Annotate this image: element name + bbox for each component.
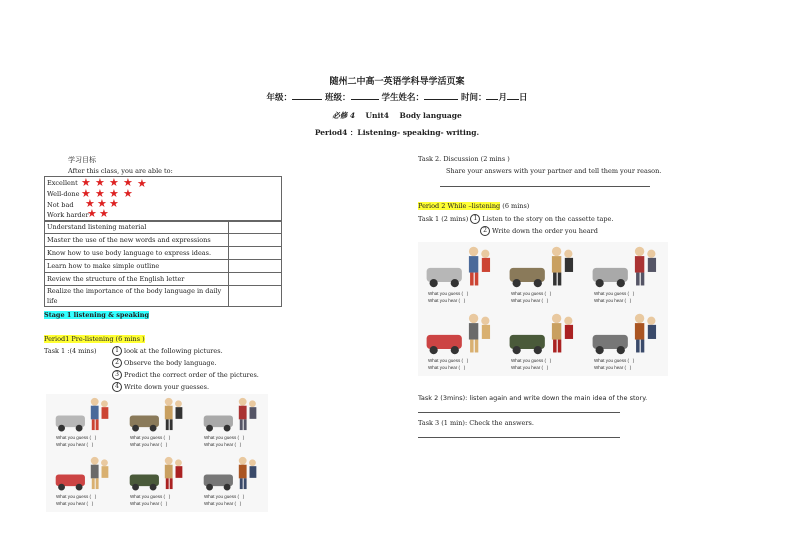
- time-label: 时间：: [460, 93, 487, 103]
- hear-caption: [56, 442, 93, 447]
- class-blank[interactable]: [351, 91, 379, 100]
- day-label: 日: [518, 93, 528, 103]
- task-1-right-label: [418, 214, 613, 224]
- objective-item: Realize the importance of the body language in daily life: [45, 286, 229, 307]
- month-blank[interactable]: [486, 91, 498, 100]
- guess-caption: [511, 358, 551, 363]
- step-text: Predict the correct order of the pictures.: [124, 371, 259, 379]
- course-label: 必修 4: [332, 111, 356, 120]
- story-picture: [584, 242, 667, 309]
- rating-box: [44, 176, 282, 222]
- story-picture: [46, 394, 120, 453]
- step-text: Write down the order you heard: [492, 227, 598, 235]
- rating-cell[interactable]: [229, 286, 282, 307]
- hear-caption: [511, 298, 548, 303]
- name-label: 学生姓名：: [381, 93, 424, 103]
- table-row: [45, 286, 282, 307]
- stage-1-heading: [44, 311, 149, 319]
- illustration-icon: [50, 453, 116, 492]
- step-number: 1: [470, 214, 480, 224]
- star-icon: ★: [81, 176, 91, 189]
- task-1-step: [112, 346, 223, 356]
- task-2-discussion-text: Share your answers with your partner and tell them your reason.: [446, 167, 662, 175]
- info-line: [0, 91, 794, 103]
- caption-close: ): [546, 365, 549, 370]
- period-2-time: (6 mins): [502, 202, 530, 210]
- star-icon: ★: [109, 187, 119, 200]
- caption-close: ): [466, 358, 469, 363]
- star-icon: ★: [81, 187, 91, 200]
- month-label: 月: [498, 93, 507, 103]
- objective-item: Master the use of the new words and expressions: [45, 234, 229, 247]
- step-number: 1: [112, 346, 122, 356]
- caption-close: ): [629, 365, 632, 370]
- rating-cell[interactable]: [229, 273, 282, 286]
- caption-guess: What you guess (: [130, 435, 166, 440]
- answer-line[interactable]: [418, 412, 620, 413]
- objective-item: Review the structure of the English letter: [45, 273, 229, 286]
- caption-close: ): [168, 494, 171, 499]
- illustration-icon: [50, 394, 116, 433]
- task-1-step: [112, 370, 259, 380]
- unit-label: Unit4: [365, 111, 390, 120]
- caption-close: ): [239, 501, 242, 506]
- caption-close: ): [91, 442, 94, 447]
- illustration-icon: [198, 453, 264, 492]
- illustration-icon: [505, 242, 580, 289]
- illustration-icon: [588, 309, 663, 356]
- story-picture: [501, 242, 584, 309]
- rating-cell[interactable]: [229, 221, 282, 234]
- caption-close: ): [466, 291, 469, 296]
- story-picture: [46, 453, 120, 512]
- objective-item: Learn how to make simple outline: [45, 260, 229, 273]
- hear-caption: [204, 501, 241, 506]
- caption-hear: What you hear (: [594, 298, 627, 303]
- caption-guess: What you guess (: [428, 291, 464, 296]
- caption-close: ): [463, 298, 466, 303]
- caption-hear: What you hear (: [56, 442, 89, 447]
- illustration-icon: [198, 394, 264, 433]
- task-1-right-step: [480, 226, 598, 236]
- hear-caption: [428, 365, 465, 370]
- guess-caption: [511, 291, 551, 296]
- table-row: [45, 221, 282, 234]
- caption-hear: What you hear (: [511, 365, 544, 370]
- caption-hear: What you hear (: [56, 501, 89, 506]
- unit-title: Body language: [399, 111, 462, 120]
- caption-close: ): [463, 365, 466, 370]
- rating-not-bad: Not bad: [47, 201, 74, 209]
- caption-hear: What you hear (: [428, 298, 461, 303]
- caption-close: ): [239, 442, 242, 447]
- hear-caption: [594, 365, 631, 370]
- hear-caption: [56, 501, 93, 506]
- hear-caption: [428, 298, 465, 303]
- table-row: [45, 273, 282, 286]
- rating-excellent: Excellent: [47, 179, 78, 187]
- story-picture: [584, 309, 667, 376]
- step-text: Write down your guesses.: [124, 383, 210, 391]
- caption-close: ): [242, 435, 245, 440]
- hear-caption: [204, 442, 241, 447]
- step-text: look at the following pictures.: [124, 347, 223, 355]
- story-picture: [120, 394, 194, 453]
- unit-line: [0, 110, 794, 121]
- caption-close: ): [242, 494, 245, 499]
- step-number: 3: [112, 370, 122, 380]
- class-label: 班级：: [324, 93, 351, 103]
- period-2-heading: [418, 202, 529, 210]
- rating-work-harder: Work harder: [47, 211, 89, 219]
- guess-caption: [56, 494, 96, 499]
- caption-hear: What you hear (: [130, 442, 163, 447]
- star-icon: ★: [87, 207, 97, 220]
- task-2-listen-label: Task 2 (3mins): listen again and write down the main idea of the story.: [418, 394, 648, 402]
- guess-caption: [594, 358, 634, 363]
- illustration-icon: [124, 394, 190, 433]
- caption-hear: What you hear (: [204, 442, 237, 447]
- task-1-step: [112, 382, 209, 392]
- period-1-heading: [44, 335, 145, 343]
- caption-guess: What you guess (: [428, 358, 464, 363]
- stage-1-text: Stage 1 listening & speaking: [44, 311, 150, 319]
- illustration-icon: [422, 242, 497, 289]
- caption-hear: What you hear (: [511, 298, 544, 303]
- caption-hear: What you hear (: [130, 501, 163, 506]
- name-blank[interactable]: [424, 91, 458, 100]
- task-1-label: Task 1 :(4 mins): [44, 347, 97, 355]
- rating-cell[interactable]: [229, 234, 282, 247]
- caption-guess: What you guess (: [56, 494, 92, 499]
- caption-guess: What you guess (: [511, 358, 547, 363]
- step-number: 4: [112, 382, 122, 392]
- story-picture: [120, 453, 194, 512]
- step-text: Listen to the story on the cassette tape.: [482, 215, 614, 223]
- story-pictures-right: [418, 242, 668, 376]
- answer-line[interactable]: [418, 437, 620, 438]
- grade-label: 年级：: [266, 93, 293, 103]
- illustration-icon: [124, 453, 190, 492]
- caption-guess: What you guess (: [594, 291, 630, 296]
- step-number: 2: [480, 226, 490, 236]
- objective-item: Understand listening material: [45, 221, 229, 234]
- caption-close: ): [168, 435, 171, 440]
- story-picture: [418, 309, 501, 376]
- story-picture: [194, 394, 268, 453]
- task-2-discussion-label: Task 2. Discussion (2 mins ): [418, 155, 510, 163]
- step-number: 2: [112, 358, 122, 368]
- illustration-icon: [588, 242, 663, 289]
- caption-close: ): [549, 291, 552, 296]
- illustration-icon: [505, 309, 580, 356]
- guess-caption: [594, 291, 634, 296]
- caption-close: ): [632, 291, 635, 296]
- table-row: [45, 234, 282, 247]
- caption-close: ): [91, 501, 94, 506]
- rating-cell[interactable]: [229, 260, 282, 273]
- illustration-icon: [422, 309, 497, 356]
- guess-caption: [130, 435, 170, 440]
- page-title: 随州二中高一英语学科导学活页案: [329, 77, 465, 87]
- star-icon: ★: [109, 176, 119, 189]
- story-picture: [501, 309, 584, 376]
- task-1-step: [112, 358, 217, 368]
- guess-caption: [204, 435, 244, 440]
- hear-caption: [130, 501, 167, 506]
- table-row: [45, 247, 282, 260]
- star-icon: ★: [95, 187, 105, 200]
- caption-close: ): [94, 435, 97, 440]
- caption-close: ): [94, 494, 97, 499]
- grade-blank[interactable]: [292, 91, 322, 100]
- caption-guess: What you guess (: [594, 358, 630, 363]
- caption-close: ): [629, 298, 632, 303]
- rating-cell[interactable]: [229, 247, 282, 260]
- caption-guess: What you guess (: [511, 291, 547, 296]
- caption-close: ): [165, 501, 168, 506]
- story-picture: [418, 242, 501, 309]
- task-3-label: Task 3 (1 min): Check the answers.: [418, 419, 534, 427]
- table-row: [45, 260, 282, 273]
- caption-close: ): [549, 358, 552, 363]
- period-2-text: Period 2 While –listening: [418, 202, 501, 210]
- caption-hear: What you hear (: [428, 365, 461, 370]
- story-pictures-left: [46, 394, 268, 512]
- task-1-right-text: Task 1 (2 mins): [418, 215, 469, 223]
- caption-hear: What you hear (: [594, 365, 627, 370]
- hear-caption: [130, 442, 167, 447]
- caption-close: ): [632, 358, 635, 363]
- caption-close: ): [165, 442, 168, 447]
- objectives-heading: 学习目标: [68, 156, 96, 164]
- star-icon: ★: [99, 207, 109, 220]
- guess-caption: [428, 291, 468, 296]
- day-blank[interactable]: [507, 91, 519, 100]
- step-text: Observe the body language.: [124, 359, 217, 367]
- guess-caption: [204, 494, 244, 499]
- period-title: Period4 ：Listening- speaking- writing.: [314, 128, 480, 137]
- objectives-table: [44, 220, 282, 307]
- caption-guess: What you guess (: [204, 494, 240, 499]
- star-icon: ★: [85, 197, 95, 210]
- caption-guess: What you guess (: [130, 494, 166, 499]
- caption-hear: What you hear (: [204, 501, 237, 506]
- star-icon: ★: [95, 176, 105, 189]
- star-icon: ★: [137, 177, 147, 190]
- hear-caption: [511, 365, 548, 370]
- hear-caption: [594, 298, 631, 303]
- period-1-text: Period1 Pre-listening (6 mins ): [44, 335, 145, 343]
- caption-close: ): [546, 298, 549, 303]
- story-picture: [194, 453, 268, 512]
- objective-item: Know how to use body language to express ideas.: [45, 247, 229, 260]
- caption-guess: What you guess (: [56, 435, 92, 440]
- guess-caption: [56, 435, 96, 440]
- objectives-intro: After this class, you are able to:: [68, 167, 173, 175]
- caption-guess: What you guess (: [204, 435, 240, 440]
- rating-well-done: Well-done: [47, 190, 80, 198]
- star-icon: ★: [123, 187, 133, 200]
- star-icon: ★: [109, 197, 119, 210]
- star-icon: ★: [97, 197, 107, 210]
- answer-line[interactable]: [440, 186, 650, 187]
- star-icon: ★: [123, 176, 133, 189]
- guess-caption: [130, 494, 170, 499]
- guess-caption: [428, 358, 468, 363]
